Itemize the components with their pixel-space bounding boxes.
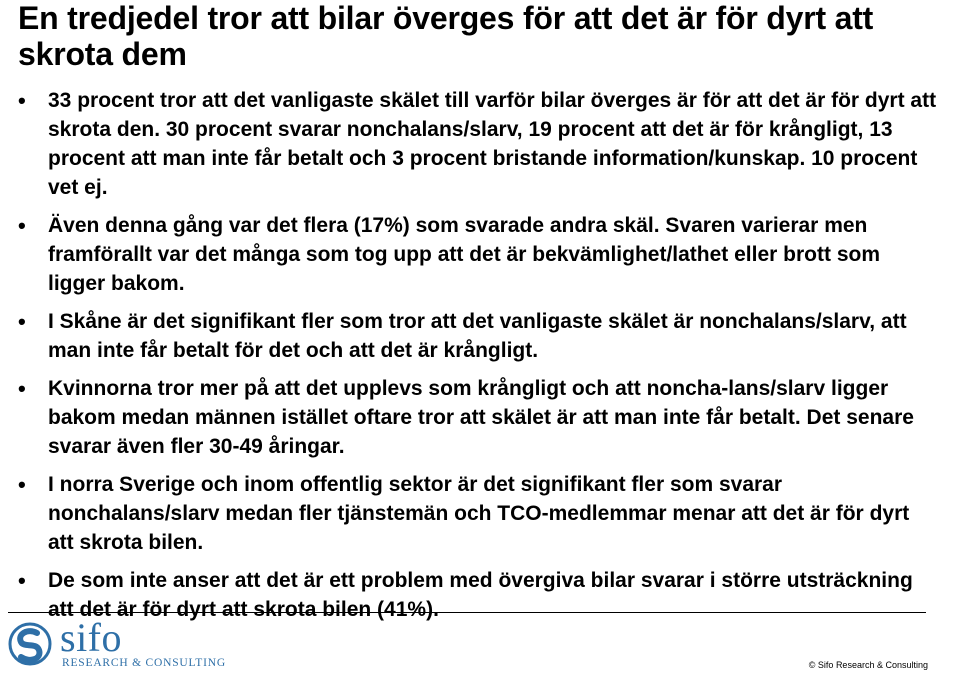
logo-tagline: RESEARCH & CONSULTING xyxy=(62,657,226,669)
slide-title: En tredjedel tror att bilar överges för att det är för dyrt att skrota dem xyxy=(18,0,874,72)
logo-wordmark: sifo xyxy=(60,615,122,660)
sifo-swirl-icon xyxy=(6,620,54,668)
bullet-item xyxy=(18,307,938,365)
bullet-text: Även denna gång var det flera (17%) som svarade andra skäl. Svaren varierar men framförallt var det många som tog upp att det är bekvämlighet/lathet eller brott som ligger bakom. xyxy=(48,214,880,295)
bullet-marker: • xyxy=(18,472,26,497)
bullet-list xyxy=(18,86,938,633)
bullet-marker: • xyxy=(18,568,26,593)
bullet-text: Kvinnorna tror mer på att det upplevs som krångligt och att noncha-lans/slarv ligger bakom medan männen istället oftare tror att skälet är att man inte får betalt. Det senare svarar även fler 30-49 åringar. xyxy=(48,377,914,458)
bullet-marker: • xyxy=(18,376,26,401)
bullet-text: 33 procent tror att det vanligaste skälet till varför bilar överges är för att det är för dyrt att skrota den. 30 procent svarar nonchalans/slarv, 19 procent att det är för krångligt, 13 procent att man inte får betalt och 3 procent bristande information/kunskap. 10 procent vet ej. xyxy=(48,89,937,199)
footer-divider xyxy=(8,612,926,613)
bullet-text: I norra Sverige och inom offentlig sektor är det signifikant fler som svarar nonchalans/slarv medan fler tjänstemän och TCO-medlemmar menar att det är för dyrt att skrota bilen. xyxy=(48,473,910,554)
bullet-item xyxy=(18,566,938,624)
bullet-item xyxy=(18,374,938,461)
bullet-text: I Skåne är det signifikant fler som tror att det vanligaste skälet är nonchalans/slarv, att man inte får betalt för det och att det är krångligt. xyxy=(48,310,907,362)
sifo-logo xyxy=(6,615,246,673)
bullet-text: De som inte anser att det är ett problem med övergiva bilar svarar i större utsträckning att det är för dyrt att skrota bilen (41%). xyxy=(48,569,913,621)
bullet-marker: • xyxy=(18,88,26,113)
bullet-item xyxy=(18,470,938,557)
copyright-notice: © Sifo Research & Consulting xyxy=(808,660,928,670)
bullet-item xyxy=(18,86,938,202)
bullet-marker: • xyxy=(18,213,26,238)
bullet-item xyxy=(18,211,938,298)
bullet-marker: • xyxy=(18,309,26,334)
